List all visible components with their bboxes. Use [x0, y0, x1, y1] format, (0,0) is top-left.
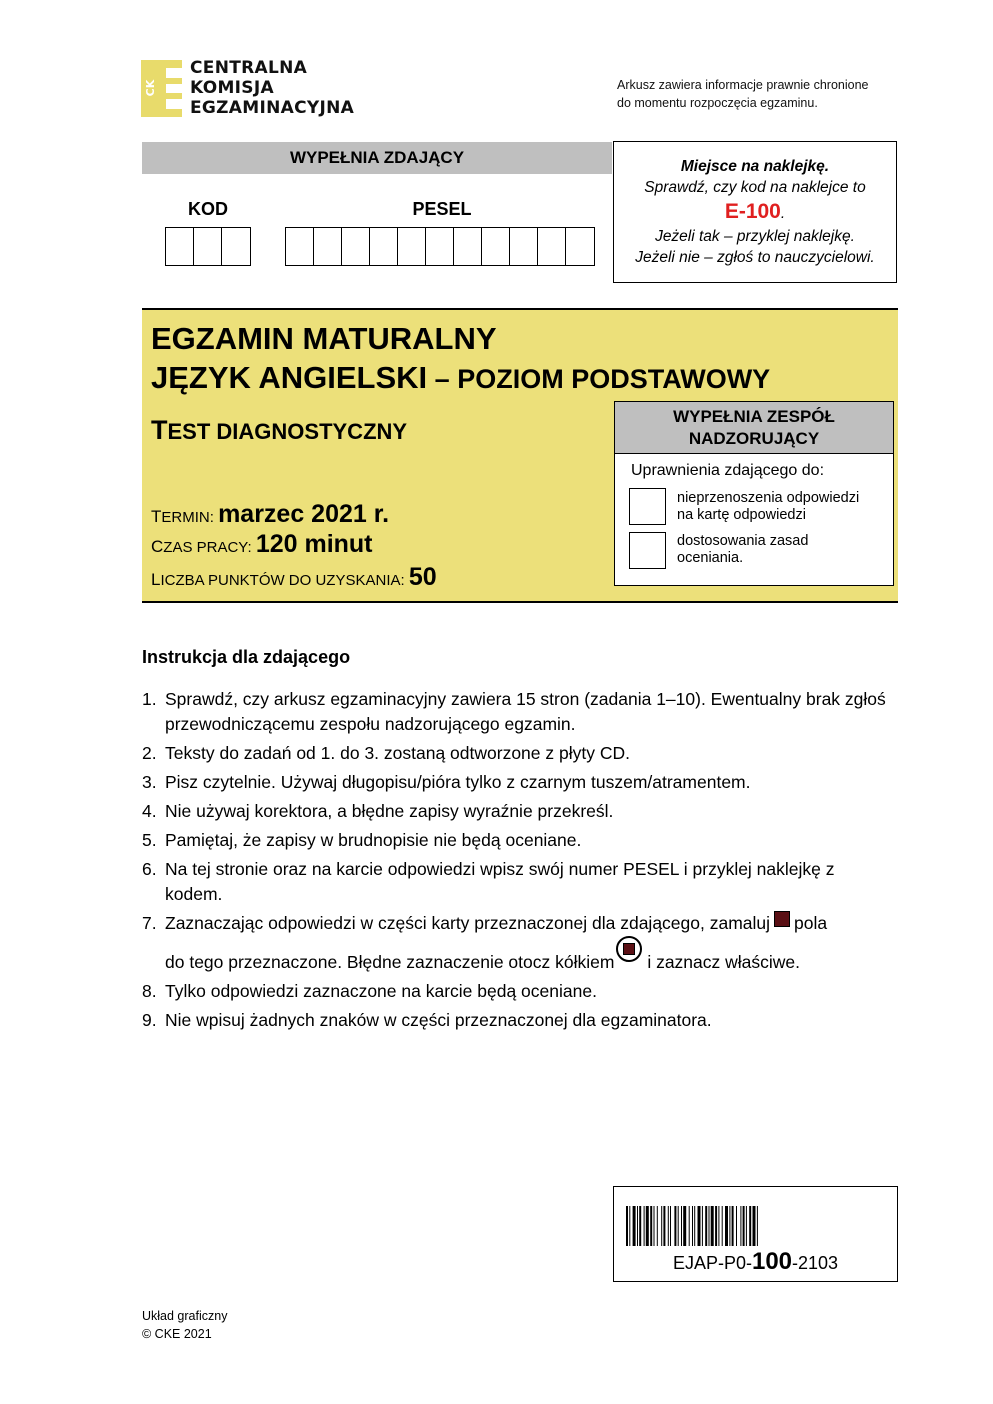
subject-dash: –	[427, 364, 458, 394]
pesel-digit-box[interactable]	[510, 228, 538, 265]
sticker-no-text: Jeżeli nie – zgłoś to nauczycielowi.	[635, 249, 875, 266]
pesel-digit-box[interactable]	[342, 228, 370, 265]
instruction-number: 1.	[142, 689, 157, 709]
exam-subject-line	[151, 360, 770, 397]
adjusted-grading-checkbox[interactable]	[629, 532, 666, 569]
footer-line-2: © CKE 2021	[142, 1327, 212, 1341]
instruction-number: 8.	[142, 981, 157, 1001]
instruction-number: 2.	[142, 743, 157, 763]
instruction-item	[142, 911, 902, 975]
notice-line-1: Arkusz zawiera informacje prawnie chronione	[617, 78, 869, 92]
pesel-digit-box[interactable]	[566, 228, 594, 265]
instruction-text: Teksty do zadań od 1. do 3. zostaną odtworzone z płyty CD.	[165, 743, 630, 763]
instruction-number: 4.	[142, 801, 157, 821]
adjusted-grading-label	[677, 533, 887, 567]
instruction-text: Pisz czytelnie. Używaj długopisu/pióra tylko z czarnym tuszem/atramentem.	[165, 772, 751, 792]
instruction-item	[142, 979, 902, 1004]
pesel-digit-box[interactable]	[482, 228, 510, 265]
no-transfer-label	[677, 490, 887, 524]
instructions-title: Instrukcja dla zdającego	[142, 647, 351, 667]
pesel-digit-box[interactable]	[398, 228, 426, 265]
barcode-main: 100	[751, 1248, 793, 1275]
czas-initial: C	[151, 537, 164, 556]
logo-line-2: KOMISJA	[190, 78, 274, 98]
exam-points-line	[151, 563, 437, 592]
sticker-code: E-100	[724, 200, 781, 223]
sticker-placeholder	[613, 141, 897, 283]
pesel-digit-box[interactable]	[314, 228, 342, 265]
instruction-number: 6.	[142, 859, 157, 879]
supervisors-subtitle: Uprawnienia zdającego do:	[631, 462, 825, 479]
exam-subject: JĘZYK ANGIELSKI	[151, 360, 428, 395]
exam-duration: 120 minut	[255, 530, 373, 558]
instruction-7-part-c: do tego przeznaczone. Błędne zaznaczenie otocz kółkiem	[165, 952, 615, 972]
test-type	[151, 413, 407, 449]
kod-digit-box[interactable]	[166, 228, 194, 265]
kod-digit-box[interactable]	[194, 228, 222, 265]
sticker-yes-text: Jeżeli tak – przyklej naklejkę.	[655, 228, 855, 245]
cke-logo-icon	[141, 60, 182, 117]
instruction-7-part-d: i zaznacz właściwe.	[647, 952, 801, 972]
logo-line-1: CENTRALNA	[190, 58, 308, 78]
pesel-input-boxes[interactable]	[285, 227, 595, 266]
barcode-prefix: EJAP-P0-	[672, 1253, 752, 1273]
exam-points: 50	[408, 563, 437, 591]
kod-digit-box[interactable]	[222, 228, 250, 265]
termin-initial: T	[151, 507, 162, 526]
instruction-item	[142, 770, 902, 795]
barcode-icon	[626, 1206, 884, 1246]
punkty-initial: L	[151, 570, 161, 589]
test-type-initial: T	[151, 415, 168, 445]
instruction-item	[142, 1008, 902, 1033]
cke-logo-text	[190, 58, 354, 118]
instruction-7-part-b: pola	[794, 913, 828, 933]
pesel-digit-box[interactable]	[426, 228, 454, 265]
instruction-text: Tylko odpowiedzi zaznaczone na karcie będą oceniane.	[165, 981, 597, 1001]
supervisors-header-line-2: NADZORUJĄCY	[688, 429, 820, 448]
barcode-code	[613, 1248, 898, 1276]
instruction-number: 9.	[142, 1010, 157, 1030]
circled-square-icon	[616, 936, 642, 962]
instruction-item	[142, 857, 902, 907]
kod-input-boxes[interactable]	[165, 227, 251, 266]
no-transfer-label-line-1: nieprzenoszenia odpowiedzi	[677, 490, 860, 506]
instruction-7-part-a: Zaznaczając odpowiedzi w części karty przeznaczonej dla zdającego, zamaluj	[165, 913, 771, 933]
termin-label: ERMIN:	[161, 509, 219, 526]
sticker-check-text: Sprawdź, czy kod na naklejce to	[644, 179, 866, 196]
exam-title: EGZAMIN MATURALNY	[151, 321, 497, 356]
exam-duration-line	[151, 530, 373, 559]
instruction-text: Nie wpisuj żadnych znaków w części przeznaczonej dla egzaminatora.	[165, 1010, 712, 1030]
instruction-item	[142, 687, 902, 737]
instruction-text	[165, 911, 902, 975]
logo-line-3: EGZAMINACYJNA	[190, 98, 355, 118]
pesel-digit-box[interactable]	[538, 228, 566, 265]
pesel-digit-box[interactable]	[286, 228, 314, 265]
pesel-digit-box[interactable]	[370, 228, 398, 265]
pesel-label: PESEL	[412, 199, 472, 219]
instruction-text: Na tej stronie oraz na karcie odpowiedzi wpisz swój numer PESEL i przyklej naklejkę z kodem.	[165, 859, 835, 904]
adjusted-grading-label-line-2: oceniania.	[677, 550, 744, 566]
instruction-text: Pamiętaj, że zapisy w brudnopisie nie będą oceniane.	[165, 830, 582, 850]
exam-date-line	[151, 500, 389, 529]
filled-square-icon	[774, 911, 790, 927]
barcode-suffix: -2103	[792, 1253, 839, 1273]
footer	[142, 1307, 227, 1343]
pesel-digit-box[interactable]	[454, 228, 482, 265]
supervisors-header	[615, 402, 893, 454]
instruction-number: 7.	[142, 913, 157, 933]
sticker-title: Miejsce na naklejkę.	[680, 158, 830, 175]
instruction-item	[142, 828, 902, 853]
instructions-list	[142, 687, 902, 1037]
no-transfer-checkbox[interactable]	[629, 488, 666, 525]
legal-notice	[617, 76, 907, 112]
sticker-code-suffix: .	[780, 205, 786, 222]
exam-level: POZIOM PODSTAWOWY	[457, 364, 771, 394]
adjusted-grading-label-line-1: dostosowania zasad	[677, 533, 809, 549]
exam-date: marzec 2021 r.	[218, 500, 390, 528]
czas-label: ZAS PRACY:	[163, 539, 256, 556]
instruction-text: Nie używaj korektora, a błędne zapisy wyraźnie przekreśl.	[165, 801, 614, 821]
notice-line-2: do momentu rozpoczęcia egzaminu.	[617, 96, 818, 110]
candidate-section-header: WYPEŁNIA ZDAJĄCY	[142, 142, 612, 174]
instruction-item	[142, 741, 902, 766]
kod-label: KOD	[188, 199, 228, 219]
test-type-rest: EST DIAGNOSTYCZNY	[167, 419, 408, 444]
instruction-number: 5.	[142, 830, 157, 850]
instruction-number: 3.	[142, 772, 157, 792]
instruction-item	[142, 799, 902, 824]
supervisors-header-line-1: WYPEŁNIA ZESPÓŁ	[673, 407, 835, 426]
no-transfer-label-line-2: na kartę odpowiedzi	[677, 507, 806, 523]
instruction-text: Sprawdź, czy arkusz egzaminacyjny zawiera 15 stron (zadania 1–10). Ewentualny brak zgłoś przewodniczącemu zespołu nadzorującego egzamin.	[165, 689, 886, 734]
footer-line-1: Układ graficzny	[142, 1309, 228, 1323]
punkty-label: ICZBA PUNKTÓW DO UZYSKANIA:	[160, 572, 409, 589]
svg-text:CK: CK	[144, 79, 157, 97]
